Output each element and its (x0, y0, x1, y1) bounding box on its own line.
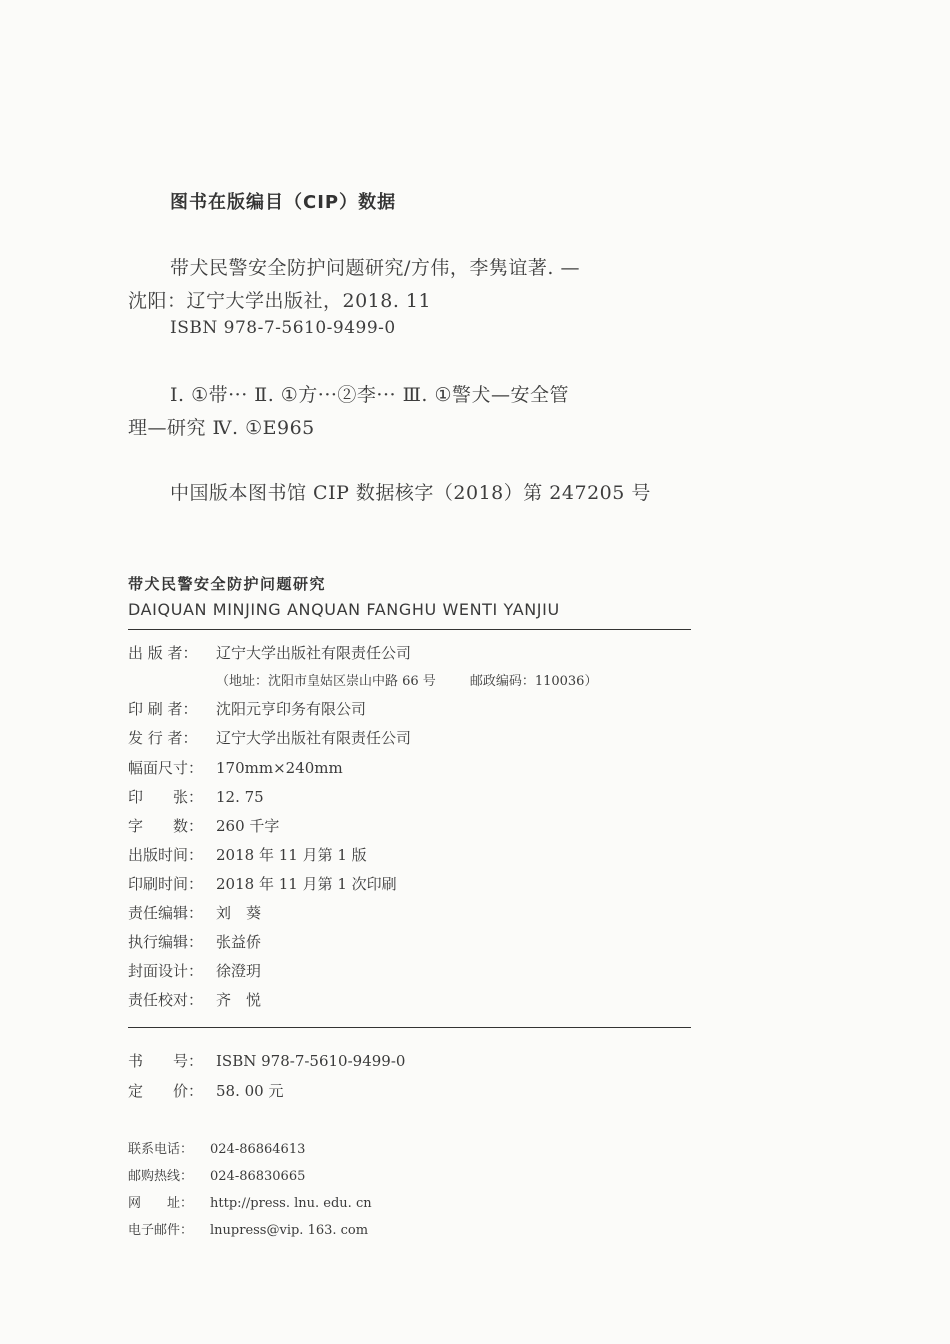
mail-order-value: 024-86830665 (210, 1169, 306, 1184)
proofreader-value: 齐 悦 (216, 991, 262, 1009)
cip-record-number: 中国版本图书馆 CIP 数据核字（2018）第 247205 号 (170, 482, 651, 504)
format-size-value: 170mm×240mm (216, 759, 343, 777)
print-date-label: 印刷时间： (128, 875, 204, 893)
proofreader-row (128, 989, 261, 1010)
publish-date-row (128, 844, 367, 865)
email-label: 电子邮件： (128, 1223, 194, 1238)
print-date-value: 2018 年 11 月第 1 次印刷 (216, 875, 397, 893)
editor-row (128, 902, 261, 923)
format-size-row (128, 757, 343, 778)
executive-editor-value: 张益侨 (216, 933, 262, 951)
cover-design-label: 封面设计： (128, 962, 204, 980)
address-value: （地址：沈阳市皇姑区崇山中路 66 号 (216, 674, 436, 689)
price-row (128, 1080, 283, 1101)
printer-row (128, 698, 366, 719)
distributor-row (128, 727, 411, 748)
phone-label: 联系电话： (128, 1142, 194, 1157)
cip-heading: 图书在版编目（CIP）数据 (170, 192, 397, 213)
cover-design-value: 徐澄玥 (216, 962, 262, 980)
proofreader-label: 责任校对： (128, 991, 204, 1009)
word-count-row (128, 815, 279, 836)
website-label: 网 址： (128, 1196, 194, 1211)
email-row (128, 1219, 368, 1238)
cip-title-line: 带犬民警安全防护问题研究/方伟，李隽谊著. — (170, 257, 580, 279)
publisher-value: 辽宁大学出版社有限责任公司 (216, 644, 412, 662)
format-size-label: 幅面尺寸： (128, 759, 204, 777)
publish-date-label: 出版时间： (128, 846, 204, 864)
word-count-value: 260 千字 (216, 817, 280, 835)
sheets-label: 印 张： (128, 788, 204, 806)
distributor-label: 发 行 者： (128, 729, 198, 747)
address-row (216, 670, 597, 689)
cip-subject-line-cont: 理—研究 Ⅳ. ①E965 (128, 417, 315, 439)
sheets-value: 12. 75 (216, 788, 264, 806)
book-title-chinese: 带犬民警安全防护问题研究 (128, 575, 327, 593)
price-value: 58. 00 元 (216, 1082, 284, 1100)
mail-order-label: 邮购热线： (128, 1169, 194, 1184)
editor-value: 刘 葵 (216, 904, 262, 922)
printer-value: 沈阳元亨印务有限公司 (216, 700, 367, 718)
distributor-value: 辽宁大学出版社有限责任公司 (216, 729, 412, 747)
isbn-label: 书 号： (128, 1052, 204, 1070)
print-date-row (128, 873, 397, 894)
publish-date-value: 2018 年 11 月第 1 版 (216, 846, 367, 864)
isbn-value: ISBN 978-7-5610-9499-0 (216, 1052, 406, 1070)
printer-label: 印 刷 者： (128, 700, 198, 718)
cover-design-row (128, 960, 261, 981)
website-value: http://press. lnu. edu. cn (210, 1196, 372, 1211)
mail-order-row (128, 1165, 305, 1184)
phone-value: 024-86864613 (210, 1142, 306, 1157)
publisher-row (128, 642, 411, 663)
website-row (128, 1192, 372, 1211)
cip-subject-line: Ⅰ. ①带··· Ⅱ. ①方···②李··· Ⅲ. ①警犬—安全管 (170, 384, 570, 406)
book-title-pinyin: DAIQUAN MINJING ANQUAN FANGHU WENTI YANJIU (128, 600, 560, 619)
phone-row (128, 1138, 305, 1157)
cip-publisher-line: 沈阳：辽宁大学出版社，2018. 11 (128, 290, 432, 312)
divider-bottom (128, 1027, 691, 1028)
editor-label: 责任编辑： (128, 904, 204, 922)
divider-top (128, 629, 691, 630)
executive-editor-row (128, 931, 261, 952)
email-value: lnupress@vip. 163. com (210, 1223, 369, 1238)
isbn-row (128, 1050, 405, 1071)
price-label: 定 价： (128, 1082, 204, 1100)
postal-code: 邮政编码：110036） (469, 674, 598, 689)
sheets-row (128, 786, 264, 807)
cip-isbn-line: ISBN 978-7-5610-9499-0 (170, 318, 396, 338)
publisher-label: 出 版 者： (128, 644, 198, 662)
executive-editor-label: 执行编辑： (128, 933, 204, 951)
word-count-label: 字 数： (128, 817, 204, 835)
